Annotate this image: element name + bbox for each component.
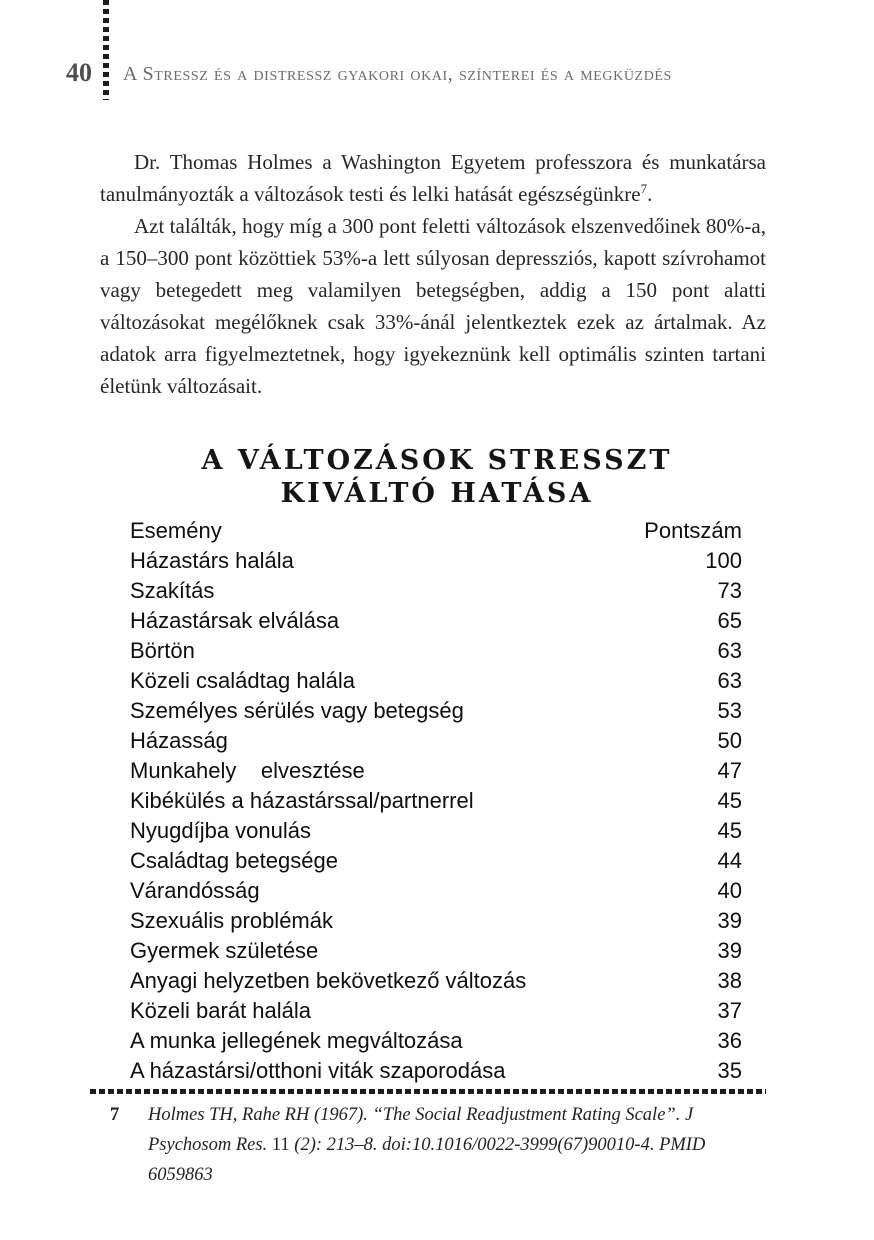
- column-header-score: Pontszám: [644, 518, 742, 543]
- table-row: [130, 786, 742, 816]
- page-number: 40: [66, 58, 92, 87]
- event-cell: Közeli családtag halála: [130, 668, 356, 693]
- footnote-dotted-rule: [90, 1089, 766, 1094]
- running-header-title: A Stressz és a distressz gyakori okai, színterei és a megküzdés: [123, 63, 672, 85]
- event-cell: Kibékülés a házastárssal/partnerrel: [130, 788, 474, 813]
- table-row: [130, 996, 742, 1026]
- paragraph-2: Azt találták, hogy míg a 300 pont feletti változások elszenvedőinek 80%-a, a 150–300 pont közöttiek 53%-a lett súlyosan depressziós, kapott szívrohamot vagy betegedett meg valamilyen betegségben, addig a 150 pont alatti változásokat megélőknek csak 33%-ánál jelentkeztek ezek az ártalmak. Az adatok arra figyelmeztetnek, hogy igyekeznünk kell optimális szinten tartani életünk változásait.: [100, 214, 766, 398]
- footnote-text: [148, 1100, 772, 1190]
- event-cell: Közeli barát halála: [130, 998, 312, 1023]
- score-cell: 37: [717, 998, 742, 1023]
- table-body: [130, 546, 742, 1086]
- paragraph-1: [100, 146, 766, 210]
- table-title-line-1: A VÁLTOZÁSOK STRESSZT: [201, 445, 673, 476]
- event-cell: Gyermek születése: [130, 938, 319, 963]
- table-row: [130, 906, 742, 936]
- score-cell: 63: [717, 638, 742, 663]
- table-row: [130, 636, 742, 666]
- body-text: [100, 146, 766, 402]
- score-cell: 100: [705, 548, 742, 573]
- table-row: [130, 606, 742, 636]
- footnote-reference-7: 7: [640, 181, 648, 196]
- table-row: [130, 666, 742, 696]
- event-cell: Házastársak elválása: [130, 608, 340, 633]
- event-cell: Házasság: [130, 728, 228, 753]
- score-cell: 50: [717, 728, 742, 753]
- event-cell: Szexuális problémák: [130, 908, 333, 933]
- event-cell: Személyes sérülés vagy betegség: [130, 698, 464, 723]
- paragraph-1-text: Dr. Thomas Holmes a Washington Egyetem professzora és munkatársa tanulmányozták a változások testi és lelki hatását egészségünkre: [100, 150, 766, 206]
- table-row: [130, 546, 742, 576]
- table-row: [130, 966, 742, 996]
- footnote: [110, 1100, 772, 1190]
- event-cell: Szakítás: [130, 578, 215, 603]
- score-cell: 39: [717, 938, 742, 963]
- column-header-event: Esemény: [130, 518, 222, 543]
- event-cell: Nyugdíjba vonulás: [130, 818, 312, 843]
- table-row: [130, 576, 742, 606]
- table-header-row: [130, 516, 742, 546]
- score-cell: 44: [717, 848, 742, 873]
- event-cell: Várandósság: [130, 878, 260, 903]
- table-row: [130, 696, 742, 726]
- table-title-line-2: KIVÁLTÓ HATÁSA: [280, 478, 594, 509]
- score-cell: 40: [717, 878, 742, 903]
- score-cell: 39: [717, 908, 742, 933]
- table-row: [130, 846, 742, 876]
- footnote-volume: 11: [271, 1135, 290, 1155]
- table-row: [130, 756, 742, 786]
- event-cell: A munka jellegének megváltozása: [130, 1028, 463, 1053]
- table-row: [130, 1056, 742, 1086]
- footnote-citation-part-1: Holmes TH, Rahe RH (1967). “The Social Readjustment Rating Scale”. J Psychosom Res.: [148, 1105, 694, 1155]
- event-cell: Anyagi helyzetben bekövetkező változás: [130, 968, 527, 993]
- stress-score-table: [130, 516, 742, 1086]
- event-cell: Családtag betegsége: [130, 848, 338, 873]
- table-row: [130, 876, 742, 906]
- score-cell: 38: [717, 968, 742, 993]
- event-cell: Börtön: [130, 638, 195, 663]
- footnote-marker: 7: [110, 1105, 120, 1125]
- event-cell: Házastárs halála: [130, 548, 294, 573]
- table-title: [107, 444, 767, 510]
- table-row: [130, 1026, 742, 1056]
- event-cell: A házastársi/otthoni viták szaporodása: [130, 1058, 506, 1083]
- score-cell: 35: [717, 1058, 742, 1083]
- event-cell: Munkahely elvesztése: [130, 758, 365, 783]
- score-cell: 36: [717, 1028, 742, 1053]
- score-cell: 45: [717, 788, 742, 813]
- footnote-citation-part-2: (2): 213–8. doi:10.1016/0022-3999(67)90010-4. PMID 6059863: [148, 1135, 706, 1185]
- score-cell: 73: [717, 578, 742, 603]
- score-cell: 65: [717, 608, 742, 633]
- table-row: [130, 726, 742, 756]
- score-cell: 53: [717, 698, 742, 723]
- score-cell: 45: [717, 818, 742, 843]
- table-row: [130, 936, 742, 966]
- score-cell: 63: [717, 668, 742, 693]
- paragraph-1-period: .: [647, 182, 653, 206]
- table-row: [130, 816, 742, 846]
- header-dotted-rule: [103, 0, 109, 100]
- score-cell: 47: [717, 758, 742, 783]
